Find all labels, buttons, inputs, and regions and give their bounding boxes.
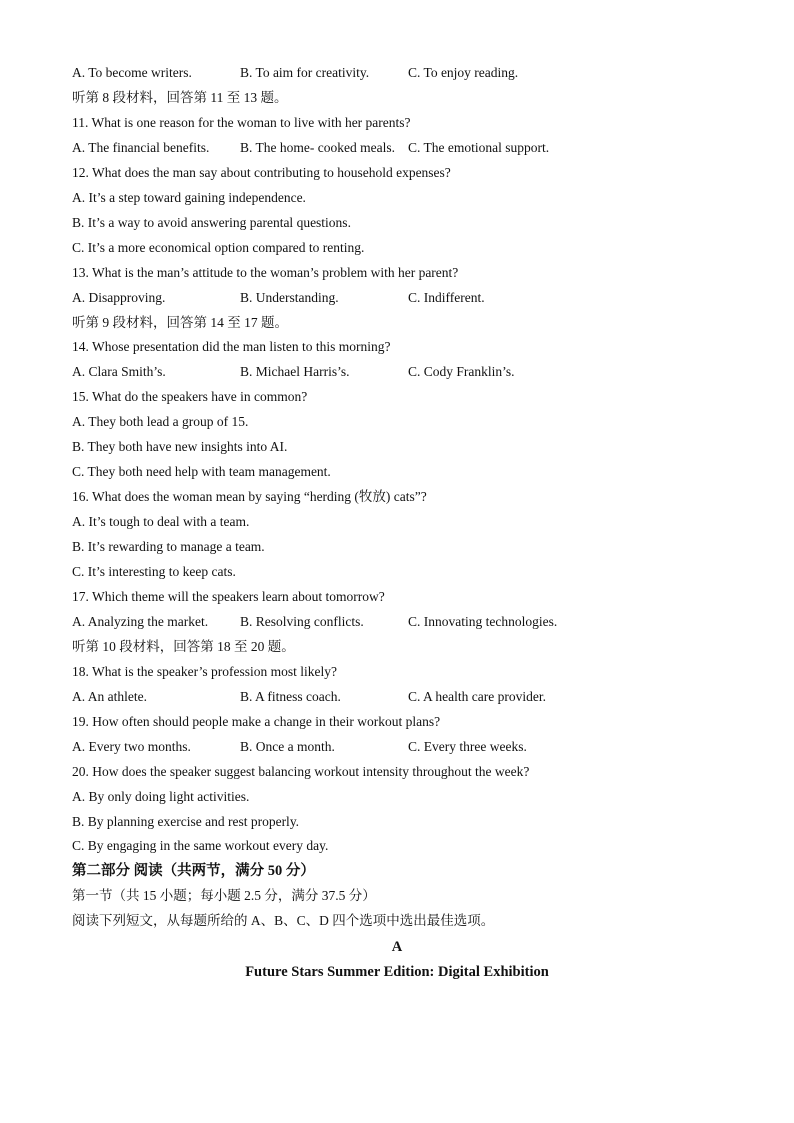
answer-option-a: A. The financial benefits. bbox=[72, 140, 210, 155]
answer-options-row bbox=[0, 288, 794, 308]
text-line: 19. How often should people make a change in their workout plans? bbox=[72, 714, 441, 729]
text-line: B. It’s rewarding to manage a team. bbox=[72, 539, 265, 554]
answer-option-b: B. To aim for creativity. bbox=[240, 65, 370, 80]
text-line: A. They both lead a group of 15. bbox=[72, 414, 249, 429]
text-line: 18. What is the speaker’s profession most likely? bbox=[72, 664, 337, 679]
text-line: C. They both need help with team management. bbox=[72, 464, 331, 479]
text-line: 16. What does the woman mean by saying “herding (牧放) cats”? bbox=[72, 489, 427, 504]
answer-option-a: A. Disapproving. bbox=[72, 290, 166, 305]
answer-option-a: A. To become writers. bbox=[72, 65, 192, 80]
answer-option-c: C. Cody Franklin’s. bbox=[408, 364, 515, 379]
text-line: C. It’s interesting to keep cats. bbox=[72, 564, 236, 579]
text-line: 13. What is the man’s attitude to the woman’s problem with her parent? bbox=[72, 265, 459, 280]
answer-option-b: B. Once a month. bbox=[240, 739, 335, 754]
passage-letter: A bbox=[391, 939, 403, 955]
answer-options-row bbox=[0, 687, 794, 707]
text-line: A. It’s tough to deal with a team. bbox=[72, 514, 250, 529]
text-line: 14. Whose presentation did the man listen to this morning? bbox=[72, 339, 391, 354]
answer-options-row bbox=[0, 138, 794, 158]
text-line: B. By planning exercise and rest properly. bbox=[72, 814, 300, 829]
text-line: 阅读下列短文，从每题所给的 A、B、C、D 四个选项中选出最佳选项。 bbox=[72, 913, 495, 928]
answer-option-c: C. A health care provider. bbox=[408, 689, 546, 704]
answer-options-row bbox=[0, 612, 794, 632]
answer-option-c: C. The emotional support. bbox=[408, 140, 550, 155]
text-line: 17. Which theme will the speakers learn about tomorrow? bbox=[72, 589, 385, 604]
answer-option-c: C. To enjoy reading. bbox=[408, 65, 519, 80]
answer-options-row bbox=[0, 737, 794, 757]
answer-option-b: B. A fitness coach. bbox=[240, 689, 341, 704]
answer-option-c: C. Indifferent. bbox=[408, 290, 485, 305]
text-line: 听第 8 段材料，回答第 11 至 13 题。 bbox=[72, 90, 288, 105]
passage-title: Future Stars Summer Edition: Digital Exhibition bbox=[245, 964, 549, 980]
text-line: 15. What do the speakers have in common? bbox=[72, 389, 308, 404]
answer-option-c: C. Innovating technologies. bbox=[408, 614, 558, 629]
answer-option-a: A. Analyzing the market. bbox=[72, 614, 209, 629]
answer-option-b: B. Michael Harris’s. bbox=[240, 364, 350, 379]
answer-option-b: B. The home- cooked meals. bbox=[240, 140, 395, 155]
text-line: 20. How does the speaker suggest balancing workout intensity throughout the week? bbox=[72, 764, 530, 779]
answer-option-a: A. Every two months. bbox=[72, 739, 191, 754]
answer-option-a: A. Clara Smith’s. bbox=[72, 364, 166, 379]
text-line: 听第 9 段材料，回答第 14 至 17 题。 bbox=[72, 315, 288, 330]
answer-options-row bbox=[0, 362, 794, 382]
answer-option-a: A. An athlete. bbox=[72, 689, 147, 704]
answer-option-c: C. Every three weeks. bbox=[408, 739, 527, 754]
text-line: C. By engaging in the same workout every day. bbox=[72, 838, 329, 853]
text-line: 听第 10 段材料，回答第 18 至 20 题。 bbox=[72, 639, 295, 654]
text-line: 11. What is one reason for the woman to live with her parents? bbox=[72, 115, 411, 130]
text-line: C. It’s a more economical option compared to renting. bbox=[72, 240, 365, 255]
answer-option-b: B. Understanding. bbox=[240, 290, 339, 305]
answer-option-b: B. Resolving conflicts. bbox=[240, 614, 364, 629]
section-heading: 第二部分 阅读（共两节，满分 50 分） bbox=[72, 863, 315, 879]
text-line: A. It’s a step toward gaining independence. bbox=[72, 190, 306, 205]
text-line: B. It’s a way to avoid answering parental questions. bbox=[72, 215, 351, 230]
text-line: B. They both have new insights into AI. bbox=[72, 439, 288, 454]
text-line: 12. What does the man say about contributing to household expenses? bbox=[72, 165, 451, 180]
text-line: 第一节（共 15 小题；每小题 2.5 分，满分 37.5 分） bbox=[72, 888, 376, 903]
answer-options-row bbox=[0, 63, 794, 83]
text-line: A. By only doing light activities. bbox=[72, 789, 250, 804]
